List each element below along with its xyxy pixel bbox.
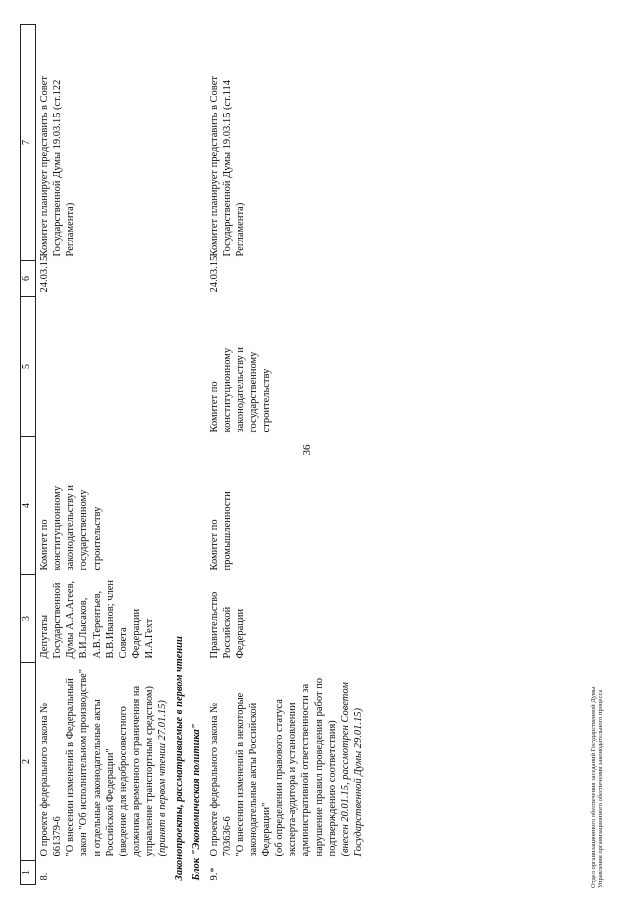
date-cell: 24.03.15 — [208, 255, 220, 293]
column-header-7: 7 — [21, 25, 36, 261]
column-header-3: 3 — [21, 575, 36, 663]
note-cell: Комитет планирует представить в Совет Государственной Думы 19.03.15 (ст.114 Регламента) — [208, 76, 246, 257]
agenda-row-9 — [206, 25, 368, 885]
bill-intro: О проекте федерального закона № 661379-6 — [39, 702, 64, 857]
footer-line-1: Отдел организационного обеспечения заседаний Государственной Думы — [590, 686, 597, 888]
bill-status: (внесен 20.01.15, рассмотрен Советом Государственной Думы 29.01.15) — [339, 682, 364, 857]
column-header-2: 2 — [21, 663, 36, 861]
date-cell: 24.03.15 — [39, 255, 50, 293]
agenda-table — [20, 24, 367, 885]
co-committee-cell: Комитет по конституционному законодательству и государственному строительству — [208, 346, 272, 433]
bill-status: (принят в первом чтении 27.01.15) — [157, 700, 169, 857]
footer-line-2: Управления организационного обеспечения законодательного процесса — [597, 689, 605, 888]
bill-cell — [206, 663, 368, 861]
column-header-row — [21, 25, 36, 885]
bill-cell — [36, 663, 172, 861]
column-header-6: 6 — [21, 261, 36, 297]
column-header-4: 4 — [21, 437, 36, 575]
bill-title: "О внесении изменений в Федеральный закон "Об исполнительном производстве" и отдельные законодательные акты Российской Федерации" — [65, 668, 116, 857]
row-number: 8. — [39, 872, 50, 881]
bill-description: (об определении правового статуса эксперта-аудитора и установлении административной ответственности за нарушение правил проведения работ по подтверждению соответствия) — [274, 677, 338, 857]
agenda-row-8 — [36, 25, 172, 885]
committee-cell: Комитет по конституционному законодательству и государственному строительству — [39, 484, 103, 571]
co-committee-cell — [36, 297, 172, 437]
section-title-row — [171, 25, 188, 885]
page-number: 36 — [301, 444, 313, 456]
agenda-document — [20, 25, 364, 885]
bill-description: (введение для недобросовестного должника временного ограничения на управление транспортным средством) — [117, 685, 155, 857]
note-cell: Комитет планирует представить в Совет Государственной Думы 19.03.15 (ст.122 Регламента) — [39, 76, 77, 257]
column-header-5: 5 — [21, 297, 36, 437]
section-title: Законопроекты, рассматриваемые в первом чтении — [174, 636, 186, 881]
column-header-1: 1 — [21, 861, 36, 885]
row-number: 9.* — [208, 867, 220, 881]
footer — [590, 687, 605, 888]
block-title-row — [188, 25, 205, 885]
bill-intro: О проекте федерального закона № 703636-6 — [208, 702, 233, 857]
committee-cell: Комитет по промышленности — [208, 491, 233, 571]
block-title: Блок "Экономическая политика" — [191, 723, 203, 881]
bill-title: "О внесении изменений в некоторые законодательные акты Российской Федерации" — [234, 692, 272, 857]
initiator-cell: Правительство Российской Федерации — [208, 591, 246, 659]
initiator-cell: Депутаты Государственной Думы А.А.Агеев, В.И.Лысаков, А.В.Терентьев, В.В.Иванов; член Совета Федерации И.А.Гехт — [39, 580, 155, 659]
